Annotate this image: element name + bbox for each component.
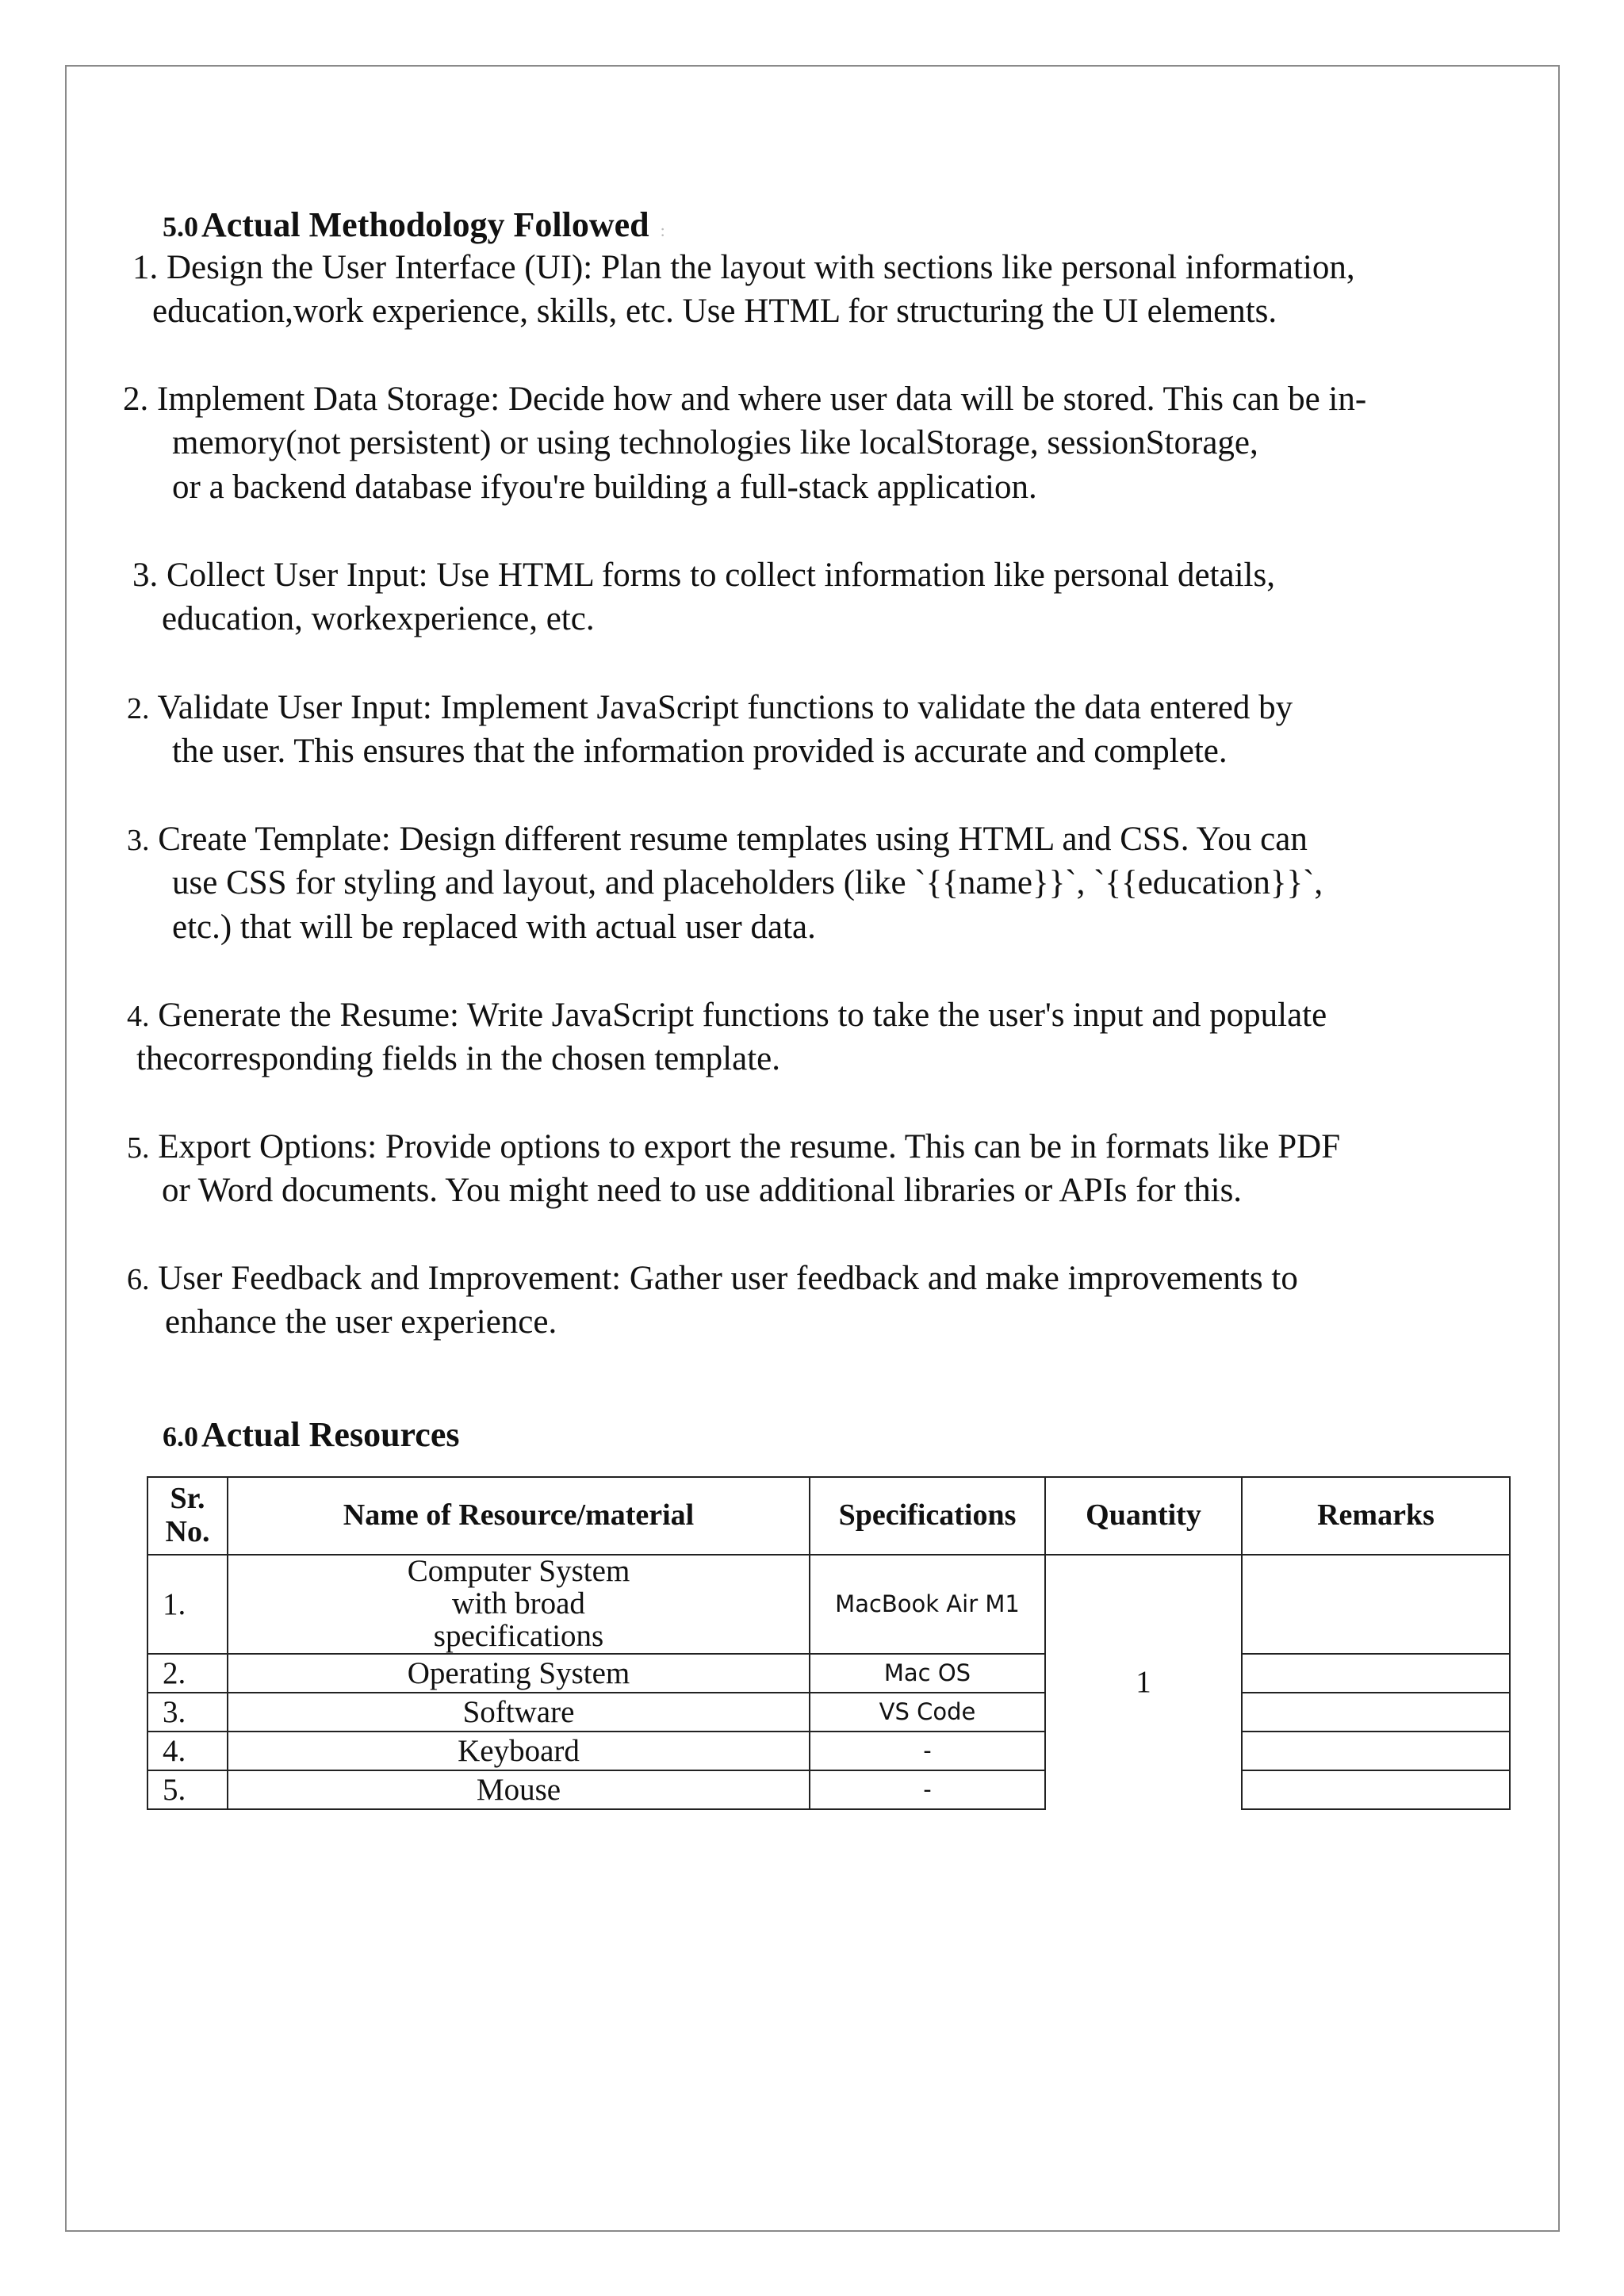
- cell-name: [228, 1555, 810, 1654]
- table-row: [147, 1654, 1510, 1693]
- cell-remarks: [1242, 1654, 1510, 1693]
- header-remarks: Remarks: [1242, 1477, 1510, 1555]
- cell-sr: 5.: [147, 1770, 228, 1809]
- section-6-number: 6.0: [163, 1421, 198, 1452]
- methodology-item-8-text: User Feedback and Improvement: Gather user feedback and make improvements to: [149, 1260, 1298, 1297]
- cell-spec: VS Code: [810, 1693, 1045, 1732]
- cell-sr: 3.: [147, 1693, 228, 1732]
- cell-spec: MacBook Air M1: [810, 1555, 1045, 1654]
- header-quantity: Quantity: [1045, 1477, 1242, 1555]
- section-5-number: 5.0: [163, 211, 198, 243]
- table-row: [147, 1770, 1510, 1809]
- header-sr-no: [147, 1477, 228, 1555]
- table-row: [147, 1555, 1510, 1654]
- methodology-item-8-number: 6.: [127, 1263, 150, 1296]
- cell-name: Software: [228, 1693, 810, 1732]
- section-6-title: Actual Resources: [201, 1415, 460, 1454]
- cell-quantity: 1: [1045, 1555, 1242, 1809]
- cell-remarks: [1242, 1693, 1510, 1732]
- methodology-item-5-number: 3.: [127, 824, 150, 857]
- methodology-item-5-text: Create Template: Design different resume templates using HTML and CSS. You can: [149, 821, 1308, 858]
- cell-name: Operating System: [228, 1654, 810, 1693]
- cell-sr: 4.: [147, 1732, 228, 1770]
- methodology-item-3-line-1: 3. Collect User Input: Use HTML forms to collect information like personal details,: [132, 557, 1275, 594]
- methodology-item-8-line-1: [127, 1261, 1298, 1295]
- header-resource-name: Name of Resource/material: [228, 1477, 810, 1555]
- methodology-item-5-line-1: [127, 822, 1308, 856]
- methodology-item-3-line-2: education, workexperience, etc.: [162, 600, 595, 637]
- methodology-item-7-text: Export Options: Provide options to export the resume. This can be in formats like PDF: [149, 1128, 1341, 1165]
- methodology-item-4-number: 2.: [127, 692, 150, 725]
- cell-name: Mouse: [228, 1770, 810, 1809]
- cell-spec: -: [810, 1732, 1045, 1770]
- methodology-item-1-line-2: education,work experience, skills, etc. Use HTML for structuring the UI elements.: [152, 293, 1277, 330]
- methodology-item-2-line-2: memory(not persistent) or using technologies like localStorage, sessionStorage,: [172, 424, 1258, 461]
- section-5-heading: [163, 205, 665, 244]
- methodology-item-5-line-3: etc.) that will be replaced with actual user data.: [172, 909, 816, 946]
- cell-spec: -: [810, 1770, 1045, 1809]
- methodology-item-7-line-2: or Word documents. You might need to use additional libraries or APIs for this.: [162, 1172, 1243, 1209]
- methodology-item-1-line-1: 1. Design the User Interface (UI): Plan the layout with sections like personal information,: [132, 249, 1355, 286]
- cell-spec: Mac OS: [810, 1654, 1045, 1693]
- methodology-item-6-line-1: [127, 998, 1327, 1032]
- methodology-item-6-text: Generate the Resume: Write JavaScript functions to take the user's input and populate: [149, 997, 1327, 1034]
- section-6-heading: [163, 1415, 460, 1454]
- cell-name-text: Computer System with broad specifications: [407, 1554, 630, 1653]
- methodology-item-7-line-1: [127, 1130, 1340, 1164]
- cell-name: Keyboard: [228, 1732, 810, 1770]
- section-5-colon: :: [660, 220, 665, 240]
- methodology-item-4-line-2: the user. This ensures that the information provided is accurate and complete.: [172, 733, 1228, 770]
- table-row: [147, 1732, 1510, 1770]
- table-header-row: [147, 1477, 1510, 1555]
- methodology-item-2-line-1: 2. Implement Data Storage: Decide how and where user data will be stored. This can be in-: [123, 381, 1367, 418]
- cell-remarks: [1242, 1732, 1510, 1770]
- cell-remarks: [1242, 1555, 1510, 1654]
- methodology-item-2-line-3: or a backend database ifyou're building a full-stack application.: [172, 469, 1037, 506]
- header-specifications: Specifications: [810, 1477, 1045, 1555]
- section-5-title: Actual Methodology Followed: [201, 205, 649, 244]
- methodology-item-5-line-2: use CSS for styling and layout, and placeholders (like `{{name}}`, `{{education}}`,: [172, 864, 1323, 901]
- cell-sr: 2.: [147, 1654, 228, 1693]
- header-sr-no-label: Sr. No.: [165, 1482, 210, 1548]
- resources-table: [147, 1476, 1511, 1810]
- methodology-item-4-line-1: [127, 691, 1293, 725]
- cell-sr: 1.: [147, 1555, 228, 1654]
- methodology-item-6-line-2: thecorresponding fields in the chosen template.: [136, 1040, 780, 1077]
- methodology-item-7-number: 5.: [127, 1131, 150, 1165]
- cell-remarks: [1242, 1770, 1510, 1809]
- methodology-item-4-text: Validate User Input: Implement JavaScript functions to validate the data entered by: [149, 689, 1293, 726]
- table-row: [147, 1693, 1510, 1732]
- methodology-item-6-number: 4.: [127, 1000, 150, 1033]
- methodology-item-8-line-2: enhance the user experience.: [165, 1303, 557, 1341]
